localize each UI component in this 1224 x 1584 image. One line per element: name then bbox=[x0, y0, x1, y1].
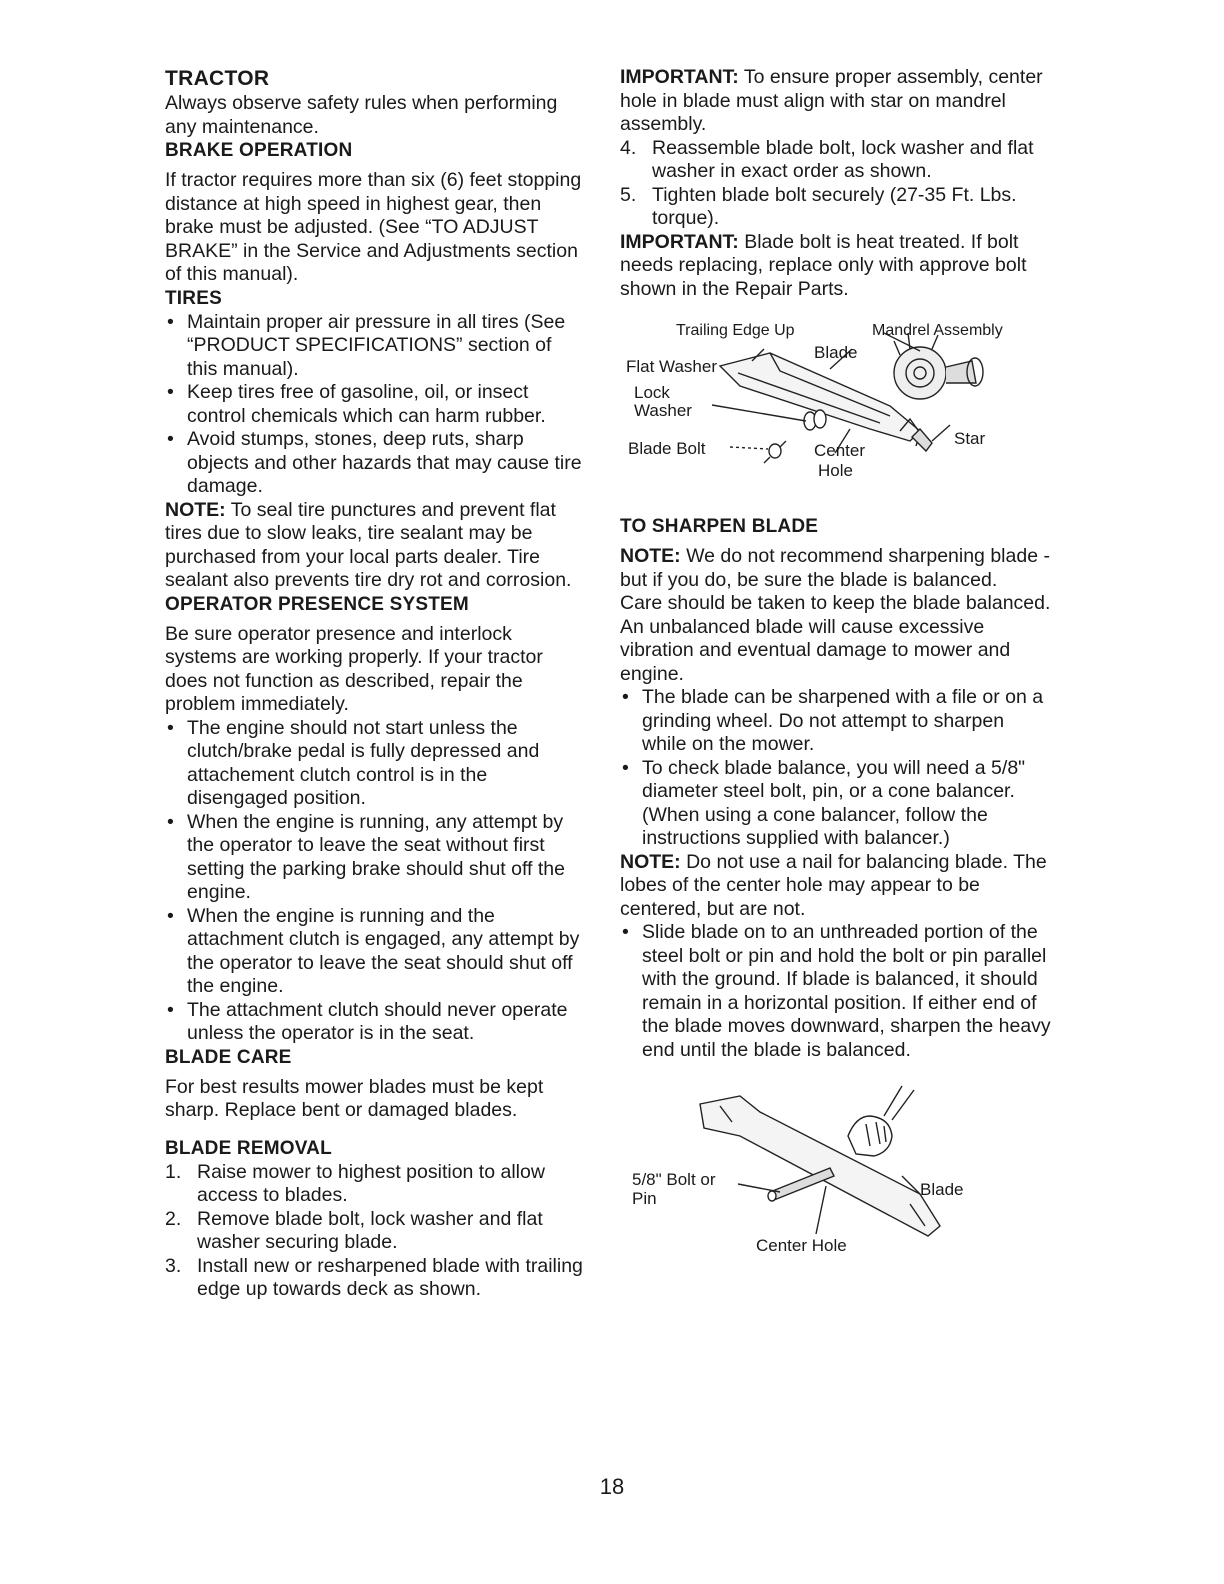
list-item: • Slide blade on to an unthreaded portion of the steel bolt or pin and hold the bolt or pin parallel with the ground. If blade is balanced, it should remain in a horizontal position. If either end of the blade moves downward, sharpen the heavy end until the blade is balanced. bbox=[620, 921, 1052, 1062]
blade-label: Blade bbox=[920, 1180, 964, 1199]
brake-heading: BRAKE OPERATION bbox=[165, 140, 353, 161]
tires-note bbox=[165, 499, 587, 593]
list-item: • When the engine is running, any attempt by the operator to leave the seat without first setting the parking brake should shut off the engine. bbox=[165, 811, 587, 905]
important-label: IMPORTANT: bbox=[620, 230, 739, 253]
removal-heading: BLADE REMOVAL bbox=[165, 1137, 332, 1159]
list-item: 5. Tighten blade bolt securely (27-35 Ft. Lbs. torque). bbox=[620, 183, 1017, 229]
tires-note-text: To seal tire punctures and prevent flat tires due to slow leaks, tire sealant may be purchased from your local parts dealer. Tire sealant also prevents tire dry rot and corrosion. bbox=[165, 498, 572, 591]
list-item: • Avoid stumps, stones, deep ruts, sharp objects and other hazards that may cause tire damage. bbox=[165, 428, 587, 499]
left-column bbox=[165, 66, 587, 1302]
slide-list bbox=[620, 921, 1052, 1062]
note-label: NOTE: bbox=[165, 498, 226, 521]
list-item: • The attachment clutch should never operate unless the operator is in the seat. bbox=[165, 999, 587, 1046]
lock-label: Lock bbox=[634, 383, 670, 402]
brake-text: If tractor requires more than six (6) feet stopping distance at high speed in highest gear, then brake must be adjusted. (See “TO ADJUST BRAKE” in the Service and Adjustments section of this manual). bbox=[165, 169, 582, 285]
note-label: NOTE: bbox=[620, 850, 681, 873]
list-item: • Maintain proper air pressure in all tires (See “PRODUCT SPECIFICATIONS” section of this manual). bbox=[165, 311, 587, 382]
important-1: IMPORTANT: To ensure proper assembly, center hole in blade must align with star on mandrel assembly. bbox=[620, 66, 1043, 135]
tires-list bbox=[165, 311, 587, 499]
page-number: 18 bbox=[599, 1474, 625, 1499]
list-item: 3. Install new or resharpened blade with trailing edge up towards deck as shown. bbox=[165, 1254, 583, 1300]
list-item: • To check blade balance, you will need a 5/8" diameter steel bolt, pin, or a cone balancer. (When using a cone balancer, follow the instructions supplied with balancer.) bbox=[620, 757, 1052, 851]
blade-bolt-label: Blade Bolt bbox=[628, 439, 706, 458]
list-item: • The engine should not start unless the clutch/brake pedal is fully depressed and attachement clutch control is in the disengaged position. bbox=[165, 717, 587, 811]
washer-label: Washer bbox=[634, 401, 692, 420]
care-heading: BLADE CARE bbox=[165, 1046, 292, 1068]
list-item: • When the engine is running and the attachment clutch is engaged, any attempt by the operator to leave the seat should shut off the engine. bbox=[165, 905, 587, 999]
sharpen-heading: TO SHARPEN BLADE bbox=[620, 516, 819, 537]
ops-text: Be sure operator presence and interlock systems are working properly. If your tractor does not function as described, repair the problem immediately. bbox=[165, 622, 543, 715]
tires-heading: TIRES bbox=[165, 287, 222, 309]
hole-label: Hole bbox=[818, 461, 853, 480]
flat-washer-label: Flat Washer bbox=[626, 357, 718, 376]
important-label: IMPORTANT: bbox=[620, 66, 739, 88]
ops-heading: OPERATOR PRESENCE SYSTEM bbox=[165, 593, 469, 615]
reassemble-steps bbox=[620, 137, 1052, 231]
center-label: Center bbox=[814, 441, 866, 460]
list-item: 2. Remove blade bolt, lock washer and flat washer securing blade. bbox=[165, 1207, 543, 1253]
blade-label: Blade bbox=[814, 343, 858, 362]
note-label: NOTE: bbox=[620, 545, 681, 567]
list-item: • The blade can be sharpened with a file or on a grinding wheel. Do not attempt to sharpen while on the mower. bbox=[620, 686, 1052, 757]
star-label: Star bbox=[954, 429, 986, 448]
center-hole-label: Center Hole bbox=[756, 1236, 847, 1255]
sharpen-note: NOTE: We do not recommend sharpening blade - but if you do, be sure the blade is balanced. bbox=[620, 545, 1050, 591]
blade-balance-figure bbox=[620, 1076, 1052, 1276]
important-2: IMPORTANT: Blade bolt is heat treated. If bolt needs replacing, replace only with approve bolt shown in the Repair Parts. bbox=[620, 230, 1027, 300]
trailing-edge-label: Trailing Edge Up bbox=[676, 322, 795, 339]
bolt-label: 5/8" Bolt or bbox=[632, 1170, 716, 1189]
care-text: For best results mower blades must be kept sharp. Replace bent or damaged blades. bbox=[165, 1075, 544, 1121]
removal-steps bbox=[165, 1161, 587, 1302]
nail-note: NOTE: Do not use a nail for balancing blade. The lobes of the center hole may appear to be centered, but are not. bbox=[620, 850, 1047, 920]
blade-assembly-figure bbox=[620, 311, 1052, 501]
tractor-heading: TRACTOR bbox=[165, 67, 270, 90]
ops-list bbox=[165, 717, 587, 1046]
tractor-text: Always observe safety rules when performing any maintenance. bbox=[165, 92, 558, 138]
sharpen-list bbox=[620, 686, 1052, 851]
list-item: 4. Reassemble blade bolt, lock washer and flat washer in exact order as shown. bbox=[620, 136, 1034, 182]
list-item: 1. Raise mower to highest position to allow access to blades. bbox=[165, 1160, 545, 1206]
pin-label: Pin bbox=[632, 1189, 657, 1208]
list-item: • Keep tires free of gasoline, oil, or insect control chemicals which can harm rubber. bbox=[165, 381, 587, 428]
right-column bbox=[620, 66, 1052, 1276]
balance-text: Care should be taken to keep the blade balanced. An unbalanced blade will cause excessive vibration and eventual damage to mower and engine. bbox=[620, 592, 1051, 685]
mandrel-label: Mandrel Assembly bbox=[872, 322, 1003, 339]
